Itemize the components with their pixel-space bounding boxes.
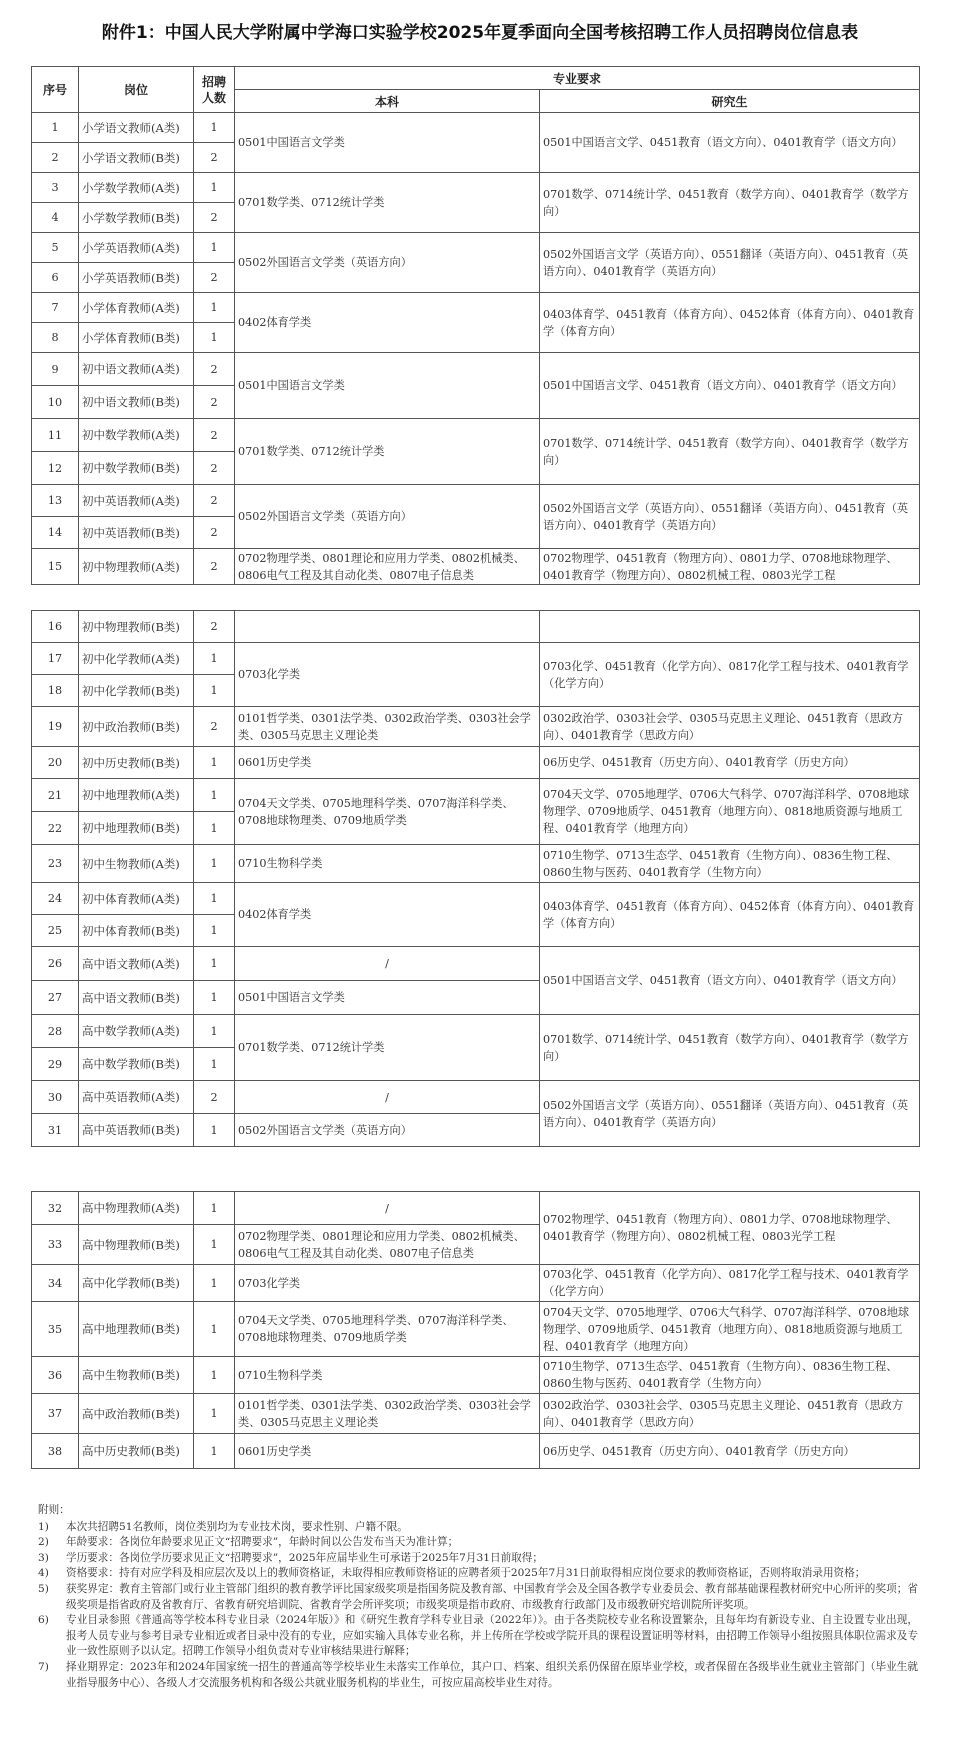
row-count: 2 (194, 1081, 235, 1114)
row-no: 24 (32, 883, 79, 915)
row-postgrad: 0302政治学、0303社会学、0305马克思主义理论、0451教育（思政方向）、0401教育学（思政方向） (540, 1394, 920, 1434)
row-postgrad: 0501中国语言文学、0451教育（语文方向）、0401教育学（语文方向） (540, 947, 920, 1015)
row-post: 初中数学教师(B类) (79, 452, 194, 485)
row-postgrad: 0704天文学、0705地理学、0706大气科学、0707海洋科学、0708地球物理学、0709地质学、0451教育（地理方向）、0818地质资源与地质工程、0401教育学（地理方向） (540, 1302, 920, 1357)
row-no: 37 (32, 1394, 79, 1434)
table-row (32, 947, 920, 981)
row-post: 高中生物教师(B类) (79, 1357, 194, 1394)
recruitment-table-part-3 (31, 1191, 920, 1469)
row-post: 小学数学教师(B类) (79, 203, 194, 233)
row-postgrad: 0701数学、0714统计学、0451教育（数学方向）、0401教育学（数学方向） (540, 173, 920, 233)
row-count: 1 (194, 113, 235, 143)
note-item (38, 1660, 918, 1691)
row-undergrad-slash: / (235, 1192, 540, 1225)
row-count: 2 (194, 485, 235, 517)
row-postgrad: 0704天文学、0705地理学、0706大气科学、0707海洋科学、0708地球物理学、0709地质学、0451教育（地理方向）、0818地质资源与地质工程、0401教育学（地理方向） (540, 779, 920, 845)
row-no: 21 (32, 779, 79, 812)
row-count: 1 (194, 675, 235, 707)
note-item (38, 1566, 918, 1582)
table-row (32, 779, 920, 812)
table-row (32, 883, 920, 915)
row-postgrad: 0403体育学、0451教育（体育方向）、0452体育（体育方向）、0401教育学（体育方向） (540, 293, 920, 353)
note-text: 专业目录参照《普通高等学校本科专业目录（2024年版）》和《研究生教育学科专业目录（2022年）》。由于各类院校专业名称设置繁杂，且每年均有新设专业、自主设置专业出现，报考人员专业与参考目录专业相近或者目录中没有的专业，应如实输入具体专业名称，并上传所在学校或学院开具的课程设置证明等材料，由招聘工作领导小组按照具体职位需求及专业一致性原则予以认定。招聘工作领导小组负责对专业审核结果进行解释； (66, 1614, 918, 1658)
row-post: 高中历史教师(B类) (79, 1434, 194, 1469)
row-count: 1 (194, 883, 235, 915)
row-undergrad: 0402体育学类 (235, 883, 540, 947)
row-post: 初中物理教师(B类) (79, 611, 194, 643)
header-no: 序号 (32, 67, 79, 113)
row-undergrad: 0710生物科学类 (235, 1357, 540, 1394)
recruitment-table-part-1 (31, 66, 920, 585)
row-post: 初中地理教师(A类) (79, 779, 194, 812)
row-count: 1 (194, 747, 235, 779)
table-row (32, 549, 920, 585)
row-post: 高中物理教师(B类) (79, 1225, 194, 1265)
table-header-row (32, 67, 920, 90)
row-count: 2 (194, 419, 235, 452)
row-post: 高中英语教师(A类) (79, 1081, 194, 1114)
row-undergrad: 0704天文学类、0705地理科学类、0707海洋科学类、0708地球物理类、0709地质学类 (235, 779, 540, 845)
recruitment-table-part-2 (31, 610, 920, 1147)
table-row (32, 707, 920, 747)
row-undergrad-slash: / (235, 947, 540, 981)
header-major-requirement: 专业要求 (235, 67, 920, 90)
table-row (32, 1015, 920, 1048)
row-count: 2 (194, 611, 235, 643)
row-no: 32 (32, 1192, 79, 1225)
row-undergrad: 0703化学类 (235, 1265, 540, 1302)
row-count: 2 (194, 517, 235, 549)
row-no: 11 (32, 419, 79, 452)
table-row (32, 1302, 920, 1357)
row-count: 2 (194, 386, 235, 419)
row-undergrad: 0701数学类、0712统计学类 (235, 419, 540, 485)
row-undergrad: 0501中国语言文学类 (235, 113, 540, 173)
row-undergrad: 0502外国语言文学类（英语方向） (235, 485, 540, 549)
row-post: 高中物理教师(A类) (79, 1192, 194, 1225)
header-post: 岗位 (79, 67, 194, 113)
row-undergrad: 0703化学类 (235, 643, 540, 707)
row-postgrad: 0702物理学、0451教育（物理方向）、0801力学、0708地球物理学、0401教育学（物理方向）、0802机械工程、0803光学工程 (540, 549, 920, 585)
row-count: 1 (194, 1357, 235, 1394)
row-count: 1 (194, 915, 235, 947)
note-item (38, 1582, 918, 1613)
note-text: 择业期界定：2023年和2024年国家统一招生的普通高等学校毕业生未落实工作单位，其户口、档案、组织关系仍保留在原毕业学校，或者保留在各级毕业生就业主管部门（毕业生就业指导服务中心）、各级人才交流服务机构和各级公共就业服务机构的毕业生，可按应届高校毕业生对待。 (66, 1660, 918, 1689)
note-number: 4) (38, 1567, 49, 1580)
row-undergrad: 0704天文学类、0705地理科学类、0707海洋科学类、0708地球物理类、0709地质学类 (235, 1302, 540, 1357)
note-number: 7) (38, 1660, 49, 1673)
row-no: 14 (32, 517, 79, 549)
row-post: 初中生物教师(A类) (79, 845, 194, 883)
row-post: 初中英语教师(A类) (79, 485, 194, 517)
row-no: 17 (32, 643, 79, 675)
row-count: 1 (194, 323, 235, 353)
row-no: 34 (32, 1265, 79, 1302)
row-undergrad: 0702物理学类、0801理论和应用力学类、0802机械类、0806电气工程及其自动化类、0807电子信息类 (235, 549, 540, 585)
row-undergrad: 0701数学类、0712统计学类 (235, 173, 540, 233)
table-row (32, 233, 920, 263)
row-undergrad: 0101哲学类、0301法学类、0302政治学类、0303社会学类、0305马克思主义理论类 (235, 1394, 540, 1434)
row-postgrad: 0501中国语言文学、0451教育（语文方向）、0401教育学（语文方向） (540, 113, 920, 173)
row-undergrad-slash: / (235, 1081, 540, 1114)
row-count: 1 (194, 1114, 235, 1147)
row-post: 初中物理教师(A类) (79, 549, 194, 585)
note-number: 3) (38, 1551, 49, 1564)
table-row (32, 419, 920, 452)
row-no: 38 (32, 1434, 79, 1469)
table-row (32, 485, 920, 517)
row-post: 小学体育教师(B类) (79, 323, 194, 353)
table-row (32, 1265, 920, 1302)
row-post: 初中化学教师(B类) (79, 675, 194, 707)
note-number: 6) (38, 1614, 49, 1627)
table-row (32, 173, 920, 203)
row-no: 27 (32, 981, 79, 1015)
row-no: 8 (32, 323, 79, 353)
table-row (32, 113, 920, 143)
row-postgrad: 0502外国语言文学（英语方向）、0551翻译（英语方向）、0451教育（英语方向）、0401教育学（英语方向） (540, 1081, 920, 1147)
note-item (38, 1520, 918, 1536)
row-no: 28 (32, 1015, 79, 1048)
row-count: 1 (194, 1192, 235, 1225)
row-count: 1 (194, 1434, 235, 1469)
table-row (32, 1434, 920, 1469)
row-no: 30 (32, 1081, 79, 1114)
row-count: 2 (194, 707, 235, 747)
row-no: 25 (32, 915, 79, 947)
row-post: 初中数学教师(A类) (79, 419, 194, 452)
row-post: 高中语文教师(B类) (79, 981, 194, 1015)
row-count: 1 (194, 643, 235, 675)
note-number: 1) (38, 1520, 49, 1533)
row-undergrad: 0502外国语言文学类（英语方向） (235, 233, 540, 293)
row-postgrad: 0501中国语言文学、0451教育（语文方向）、0401教育学（语文方向） (540, 353, 920, 419)
row-post: 初中地理教师(B类) (79, 812, 194, 845)
row-no: 12 (32, 452, 79, 485)
row-no: 20 (32, 747, 79, 779)
row-postgrad: 0710生物学、0713生态学、0451教育（生物方向）、0836生物工程、0860生物与医药、0401教育学（生物方向） (540, 1357, 920, 1394)
row-no: 9 (32, 353, 79, 386)
row-no: 6 (32, 263, 79, 293)
row-no: 10 (32, 386, 79, 419)
table-row (32, 293, 920, 323)
row-count: 1 (194, 947, 235, 981)
row-count: 1 (194, 845, 235, 883)
row-undergrad: 0402体育学类 (235, 293, 540, 353)
row-count: 1 (194, 1394, 235, 1434)
note-text: 年龄要求：各岗位年龄要求见正文“招聘要求”，年龄时间以公告发布当天为准计算； (66, 1536, 459, 1549)
note-number: 2) (38, 1536, 49, 1549)
row-post: 初中英语教师(B类) (79, 517, 194, 549)
row-count: 1 (194, 981, 235, 1015)
row-post: 小学数学教师(A类) (79, 173, 194, 203)
row-postgrad: 0502外国语言文学（英语方向）、0551翻译（英语方向）、0451教育（英语方向）、0401教育学（英语方向） (540, 233, 920, 293)
row-no: 19 (32, 707, 79, 747)
row-postgrad: 0701数学、0714统计学、0451教育（数学方向）、0401教育学（数学方向） (540, 419, 920, 485)
header-postgrad: 研究生 (540, 90, 920, 113)
row-count: 2 (194, 353, 235, 386)
row-count: 2 (194, 549, 235, 585)
row-post: 高中英语教师(B类) (79, 1114, 194, 1147)
row-count: 1 (194, 173, 235, 203)
row-post: 初中体育教师(B类) (79, 915, 194, 947)
row-post: 高中数学教师(A类) (79, 1015, 194, 1048)
row-no: 36 (32, 1357, 79, 1394)
row-post: 高中数学教师(B类) (79, 1048, 194, 1081)
row-count: 1 (194, 779, 235, 812)
row-postgrad: 0702物理学、0451教育（物理方向）、0801力学、0708地球物理学、0401教育学（物理方向）、0802机械工程、0803光学工程 (540, 1192, 920, 1265)
row-postgrad: 0710生物学、0713生态学、0451教育（生物方向）、0836生物工程、0860生物与医药、0401教育学（生物方向） (540, 845, 920, 883)
row-undergrad: 0702物理学类、0801理论和应用力学类、0802机械类、0806电气工程及其自动化类、0807电子信息类 (235, 1225, 540, 1265)
row-count: 1 (194, 233, 235, 263)
page-title: 附件1：中国人民大学附属中学海口实验学校2025年夏季面向全国考核招聘工作人员招聘岗位信息表 (101, 23, 859, 43)
row-post: 初中语文教师(A类) (79, 353, 194, 386)
row-no: 7 (32, 293, 79, 323)
row-post: 高中地理教师(B类) (79, 1302, 194, 1357)
row-undergrad: 0601历史学类 (235, 747, 540, 779)
row-post: 小学语文教师(B类) (79, 143, 194, 173)
row-no: 31 (32, 1114, 79, 1147)
row-post: 初中语文教师(B类) (79, 386, 194, 419)
note-text: 学历要求：各岗位学历要求见正文“招聘要求”，2025年应届毕业生可承诺于2025年7月31日前取得； (66, 1551, 543, 1564)
row-undergrad: 0601历史学类 (235, 1434, 540, 1469)
row-no: 23 (32, 845, 79, 883)
row-count: 1 (194, 812, 235, 845)
row-no: 15 (32, 549, 79, 585)
row-no: 29 (32, 1048, 79, 1081)
row-postgrad: 06历史学、0451教育（历史方向）、0401教育学（历史方向） (540, 747, 920, 779)
row-count: 2 (194, 263, 235, 293)
notes-section (38, 1503, 918, 1691)
row-postgrad: 0403体育学、0451教育（体育方向）、0452体育（体育方向）、0401教育学（体育方向） (540, 883, 920, 947)
note-text: 本次共招聘51名教师，岗位类别均为专业技术岗，要求性别、户籍不限。 (66, 1520, 408, 1533)
row-count: 2 (194, 203, 235, 233)
row-no: 22 (32, 812, 79, 845)
row-postgrad: 0703化学、0451教育（化学方向）、0817化学工程与技术、0401教育学（化学方向） (540, 1265, 920, 1302)
note-item (38, 1535, 918, 1551)
table-row (32, 845, 920, 883)
row-no: 5 (32, 233, 79, 263)
row-no: 2 (32, 143, 79, 173)
note-item (38, 1613, 918, 1660)
header-undergrad: 本科 (235, 90, 540, 113)
note-item (38, 1551, 918, 1567)
row-undergrad: 0501中国语言文学类 (235, 353, 540, 419)
table-row (32, 643, 920, 675)
row-no: 18 (32, 675, 79, 707)
row-no: 13 (32, 485, 79, 517)
row-post: 高中语文教师(A类) (79, 947, 194, 981)
row-post: 小学体育教师(A类) (79, 293, 194, 323)
row-count: 1 (194, 1225, 235, 1265)
table-row (32, 1081, 920, 1114)
row-no: 4 (32, 203, 79, 233)
note-text: 获奖界定：教育主管部门或行业主管部门组织的教育教学评比国家级奖项是指国务院及教育部、中国教育学会及全国各教学专业委员会、教育部基础课程教材研究中心所评的奖项；省级奖项是指省政府及省教育厅、省教育研究培训院、省教育学会所评奖项；市级奖项是指市政府、市级教育行政部门及市级教研究培训院所评奖项。 (66, 1582, 918, 1611)
row-post: 初中化学教师(A类) (79, 643, 194, 675)
row-undergrad: 0101哲学类、0301法学类、0302政治学类、0303社会学类、0305马克思主义理论类 (235, 707, 540, 747)
row-postgrad: 0502外国语言文学（英语方向）、0551翻译（英语方向）、0451教育（英语方向）、0401教育学（英语方向） (540, 485, 920, 549)
row-post: 初中政治教师(B类) (79, 707, 194, 747)
row-undergrad: 0501中国语言文学类 (235, 981, 540, 1015)
row-count: 2 (194, 452, 235, 485)
row-postgrad-empty (540, 611, 920, 643)
row-no: 35 (32, 1302, 79, 1357)
row-count: 1 (194, 1015, 235, 1048)
row-post: 初中体育教师(A类) (79, 883, 194, 915)
row-no: 33 (32, 1225, 79, 1265)
row-count: 1 (194, 1048, 235, 1081)
row-count: 1 (194, 293, 235, 323)
row-undergrad: 0502外国语言文学类（英语方向） (235, 1114, 540, 1147)
row-count: 1 (194, 1302, 235, 1357)
row-post: 高中化学教师(B类) (79, 1265, 194, 1302)
row-post: 初中历史教师(B类) (79, 747, 194, 779)
table-row (32, 1192, 920, 1225)
row-count: 1 (194, 1265, 235, 1302)
row-undergrad-empty (235, 611, 540, 643)
row-post: 小学语文教师(A类) (79, 113, 194, 143)
table-row (32, 353, 920, 386)
note-text: 资格要求：持有对应学科及相应层次及以上的教师资格证，未取得相应教师资格证的应聘者须于2025年7月31日前取得相应岗位要求的教师资格证，否则将取消录用资格； (66, 1567, 866, 1580)
row-post: 小学英语教师(B类) (79, 263, 194, 293)
header-count: 招聘人数 (194, 67, 235, 113)
note-number: 5) (38, 1582, 49, 1595)
row-post: 高中政治教师(B类) (79, 1394, 194, 1434)
row-count: 2 (194, 143, 235, 173)
table-row (32, 747, 920, 779)
row-post: 小学英语教师(A类) (79, 233, 194, 263)
notes-heading: 附则： (38, 1504, 70, 1516)
row-no: 3 (32, 173, 79, 203)
row-no: 1 (32, 113, 79, 143)
table-row (32, 611, 920, 643)
row-no: 16 (32, 611, 79, 643)
row-postgrad: 0302政治学、0303社会学、0305马克思主义理论、0451教育（思政方向）、0401教育学（思政方向） (540, 707, 920, 747)
table-row (32, 1357, 920, 1394)
row-undergrad: 0701数学类、0712统计学类 (235, 1015, 540, 1081)
row-no: 26 (32, 947, 79, 981)
row-postgrad: 06历史学、0451教育（历史方向）、0401教育学（历史方向） (540, 1434, 920, 1469)
row-undergrad: 0710生物科学类 (235, 845, 540, 883)
row-postgrad: 0701数学、0714统计学、0451教育（数学方向）、0401教育学（数学方向） (540, 1015, 920, 1081)
row-postgrad: 0703化学、0451教育（化学方向）、0817化学工程与技术、0401教育学（化学方向） (540, 643, 920, 707)
table-row (32, 1394, 920, 1434)
